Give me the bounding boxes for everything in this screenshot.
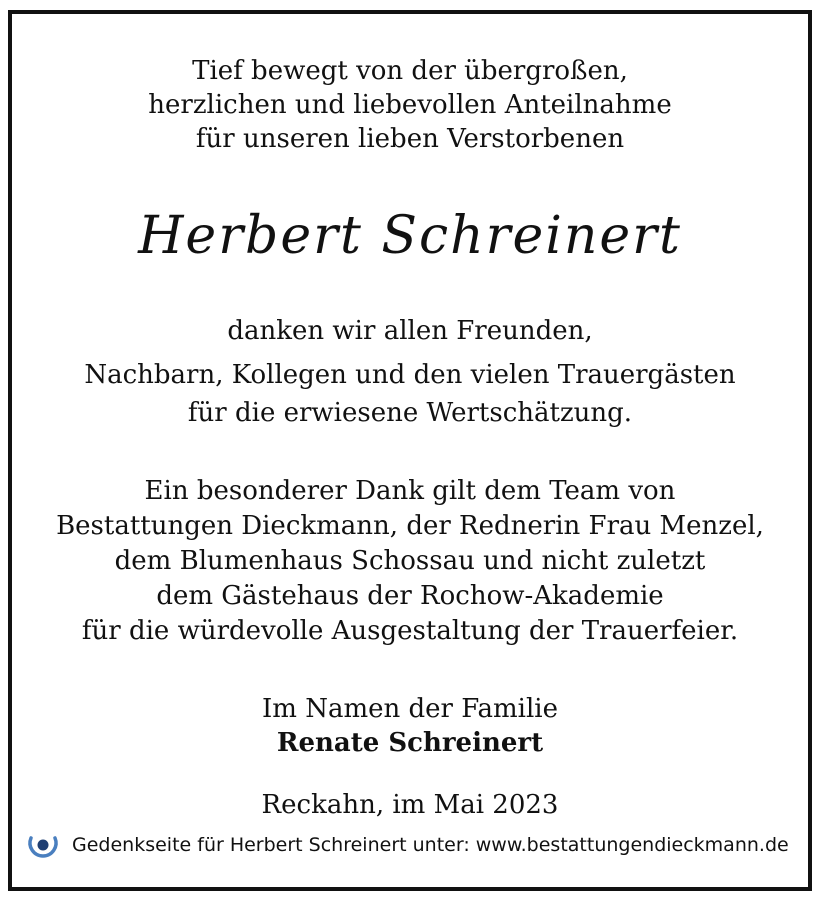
thanks-line-1: danken wir allen Freunden, bbox=[227, 316, 593, 346]
intro-line-3: für unseren lieben Verstorbenen bbox=[195, 124, 625, 154]
obituary-frame bbox=[8, 10, 812, 891]
memorial-link-text[interactable]: Gedenkseite für Herbert Schreinert unter: www.bestattungendieckmann.de bbox=[72, 834, 789, 856]
deceased-name: Herbert Schreinert bbox=[138, 206, 682, 266]
memorial-footer[interactable] bbox=[26, 828, 789, 862]
special-thanks-line-2: Bestattungen Dieckmann, der Rednerin Frau Menzel, bbox=[56, 511, 764, 541]
special-thanks-line-4: dem Gästehaus der Rochow-Akademie bbox=[156, 581, 664, 611]
special-thanks-line-1: Ein besonderer Dank gilt dem Team von bbox=[144, 476, 676, 506]
special-thanks-line-3: dem Blumenhaus Schossau und nicht zuletzt bbox=[114, 546, 706, 576]
thanks-line-2: Nachbarn, Kollegen und den vielen Trauergästen bbox=[84, 360, 736, 390]
intro-line-2: herzlichen und liebevollen Anteilnahme bbox=[148, 90, 672, 120]
place-date: Reckahn, im Mai 2023 bbox=[261, 790, 559, 820]
thanks-line-3: für die erwiesene Wertschätzung. bbox=[187, 398, 633, 428]
signature-name: Renate Schreinert bbox=[276, 728, 544, 758]
signature-prefix: Im Namen der Familie bbox=[262, 694, 558, 724]
circle-logo-icon bbox=[26, 828, 60, 862]
intro-line-1: Tief bewegt von der übergroßen, bbox=[192, 56, 628, 86]
special-thanks-line-5: für die würdevolle Ausgestaltung der Trauerfeier. bbox=[81, 616, 739, 646]
